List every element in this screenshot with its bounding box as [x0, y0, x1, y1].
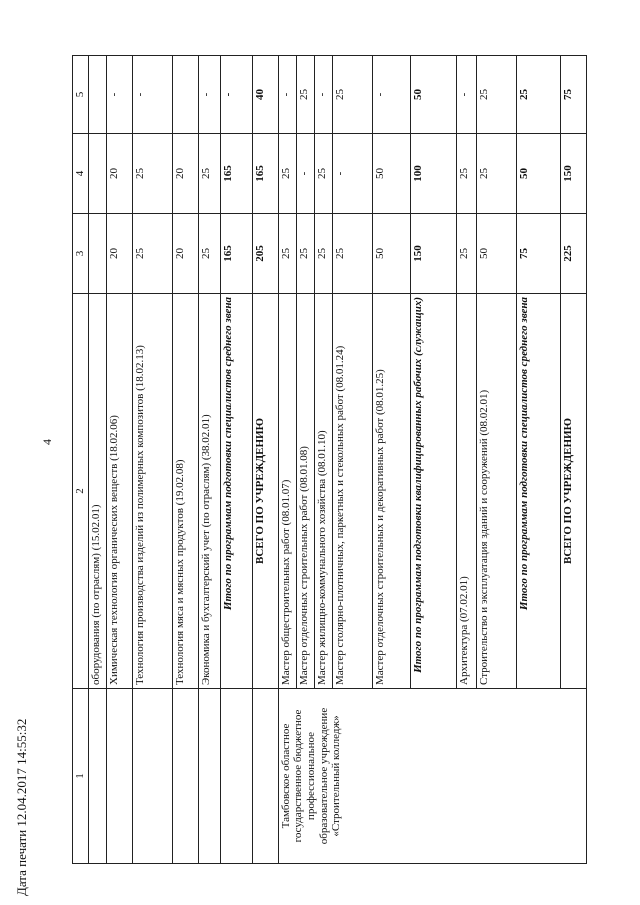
value-col5: - — [106, 56, 132, 134]
table-row — [106, 56, 132, 864]
value-col3: 25 — [296, 214, 314, 294]
value-col5: 25 — [332, 56, 372, 134]
institution-cell-empty — [172, 689, 198, 864]
value-col5: 40 — [252, 56, 278, 134]
program-name: Мастер отделочных строительных работ (08.01.08) — [296, 294, 314, 689]
program-name: Мастер жилищно-коммунального хозяйства (08.01.10) — [314, 294, 332, 689]
table-row — [278, 56, 296, 864]
institution-cell-empty — [106, 689, 132, 864]
value-col3: 25 — [278, 214, 296, 294]
value-col3: 25 — [456, 214, 476, 294]
value-col3: 20 — [172, 214, 198, 294]
program-name: Экономика и бухгалтерский учет (по отраслям) (38.02.01) — [198, 294, 220, 689]
value-col4: 165 — [252, 134, 278, 214]
column-header-3: 3 — [73, 214, 89, 294]
table-row — [252, 56, 278, 864]
value-col4: 20 — [106, 134, 132, 214]
value-col4: 25 — [198, 134, 220, 214]
value-col3: 25 — [314, 214, 332, 294]
total-label: ВСЕГО ПО УЧРЕЖДЕНИЮ — [252, 294, 278, 689]
print-date: Дата печати 12.04.2017 14:55:32 — [14, 718, 29, 896]
value-col4: 100 — [410, 134, 456, 214]
program-name: Строительство и эксплуатация зданий и сооружений (08.02.01) — [476, 294, 516, 689]
value-col3: 25 — [332, 214, 372, 294]
value-col5: - — [220, 56, 252, 134]
institution-cell-empty — [220, 689, 252, 864]
value-col4: 165 — [220, 134, 252, 214]
value-col3 — [88, 214, 106, 294]
value-col5: 50 — [410, 56, 456, 134]
column-header-2: 2 — [73, 294, 89, 689]
program-name: оборудования (по отраслям) (15.02.01) — [88, 294, 106, 689]
table-row — [88, 56, 106, 864]
program-name: Химическая технология органических веществ (18.02.06) — [106, 294, 132, 689]
value-col5: 25 — [516, 56, 560, 134]
value-col4: 25 — [278, 134, 296, 214]
value-col3: 165 — [220, 214, 252, 294]
table-row — [220, 56, 252, 864]
header-row — [73, 56, 89, 864]
program-name: Технология производства изделий из полимерных композитов (18.02.13) — [132, 294, 172, 689]
value-col4: 50 — [372, 134, 410, 214]
value-col4: - — [296, 134, 314, 214]
program-name: Мастер столярно-плотничных, паркетных и стекольных работ (08.01.24) — [332, 294, 372, 689]
value-col4: 20 — [172, 134, 198, 214]
value-col4: 25 — [476, 134, 516, 214]
subtotal-label: Итого по программам подготовки квалифицированных рабочих (служащих) — [410, 294, 456, 689]
value-col4: 25 — [456, 134, 476, 214]
value-col5: - — [314, 56, 332, 134]
subtotal-label: Итого по программам подготовки специалистов среднего звена — [516, 294, 560, 689]
value-col5: 25 — [476, 56, 516, 134]
column-header-5: 5 — [73, 56, 89, 134]
value-col3: 150 — [410, 214, 456, 294]
institution-cell-empty — [198, 689, 220, 864]
value-col4: 50 — [516, 134, 560, 214]
value-col3: 25 — [198, 214, 220, 294]
value-col3: 225 — [560, 214, 586, 294]
value-col5: - — [132, 56, 172, 134]
value-col5: - — [372, 56, 410, 134]
subtotal-label: Итого по программам подготовки специалистов среднего звена — [220, 294, 252, 689]
institution-cell-empty — [252, 689, 278, 864]
table-row — [198, 56, 220, 864]
value-col4 — [88, 134, 106, 214]
table-row — [172, 56, 198, 864]
value-col4: 25 — [314, 134, 332, 214]
value-col3: 75 — [516, 214, 560, 294]
value-col3: 50 — [476, 214, 516, 294]
table-row — [132, 56, 172, 864]
value-col5: - — [198, 56, 220, 134]
value-col5 — [88, 56, 106, 134]
value-col3: 20 — [106, 214, 132, 294]
total-label: ВСЕГО ПО УЧРЕЖДЕНИЮ — [560, 294, 586, 689]
value-col4: 150 — [560, 134, 586, 214]
value-col4: - — [332, 134, 372, 214]
page-number: 4 — [40, 439, 54, 445]
value-col3: 50 — [372, 214, 410, 294]
value-col5: - — [278, 56, 296, 134]
column-header-4: 4 — [73, 134, 89, 214]
column-header-1: 1 — [73, 689, 89, 864]
value-col5: - — [456, 56, 476, 134]
value-col4: 25 — [132, 134, 172, 214]
value-col3: 205 — [252, 214, 278, 294]
program-name: Мастер общестроительных работ (08.01.07) — [278, 294, 296, 689]
institution-cell-empty — [132, 689, 172, 864]
value-col5: 75 — [560, 56, 586, 134]
institution-name: Тамбовское областное государственное бюджетное профессиональное образовательное учреждение «Строительный колледж» — [278, 689, 586, 864]
allocation-table — [72, 55, 587, 864]
program-name: Технология мяса и мясных продуктов (19.02.08) — [172, 294, 198, 689]
program-name: Мастер отделочных строительных и декоративных работ (08.01.25) — [372, 294, 410, 689]
value-col3: 25 — [132, 214, 172, 294]
program-name: Архитектура (07.02.01) — [456, 294, 476, 689]
allocation-table-container — [72, 56, 587, 864]
institution-cell-empty — [88, 689, 106, 864]
value-col5 — [172, 56, 198, 134]
value-col5: 25 — [296, 56, 314, 134]
